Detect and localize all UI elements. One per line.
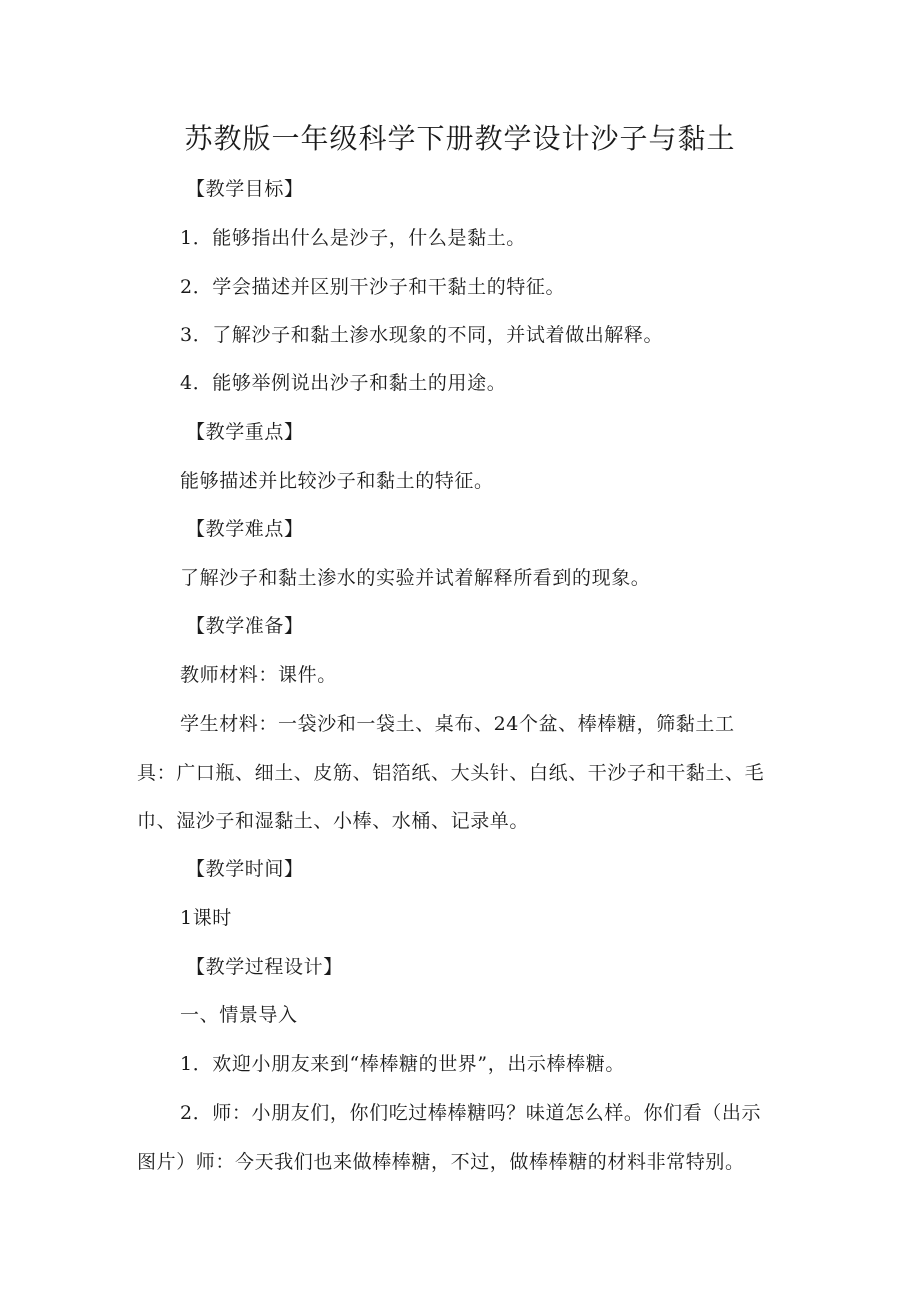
student-materials-line: 具：广口瓶、细土、皮筋、铝箔纸、大头针、白纸、干沙子和干黏土、毛 bbox=[137, 762, 765, 784]
document-title: 苏教版一年级科学下册教学设计沙子与黏土 bbox=[184, 122, 736, 155]
preparation-heading: 【教学准备】 bbox=[186, 615, 304, 637]
process-heading: 【教学过程设计】 bbox=[186, 956, 343, 978]
difficulty-text: 了解沙子和黏土渗水的实验并试着解释所看到的现象。 bbox=[180, 567, 651, 589]
student-materials-line: 巾、湿沙子和湿黏土、小棒、水桶、记录单。 bbox=[137, 810, 530, 832]
key-points-text: 能够描述并比较沙子和黏土的特征。 bbox=[180, 470, 494, 492]
difficulty-heading: 【教学难点】 bbox=[186, 518, 304, 540]
step-item-continued: 图片）师：今天我们也来做棒棒糖，不过，做棒棒糖的材料非常特别。 bbox=[137, 1151, 745, 1173]
section-heading: 一、情景导入 bbox=[180, 1004, 298, 1026]
objective-item: 1．能够指出什么是沙子，什么是黏土。 bbox=[180, 227, 526, 249]
objectives-heading: 【教学目标】 bbox=[186, 178, 304, 200]
objective-item: 3．了解沙子和黏土渗水现象的不同，并试着做出解释。 bbox=[180, 324, 664, 346]
step-item: 2．师：小朋友们，你们吃过棒棒糖吗？味道怎么样。你们看（出示 bbox=[180, 1102, 762, 1124]
key-points-heading: 【教学重点】 bbox=[186, 421, 304, 443]
student-materials-line: 学生材料：一袋沙和一袋土、桌布、24个盆、棒棒糖，筛黏土工 bbox=[180, 713, 735, 735]
objective-item: 2．学会描述并区别干沙子和干黏土的特征。 bbox=[180, 276, 566, 298]
objective-item: 4．能够举例说出沙子和黏土的用途。 bbox=[180, 372, 507, 394]
time-heading: 【教学时间】 bbox=[186, 858, 304, 880]
step-item: 1．欢迎小朋友来到“棒棒糖的世界”，出示棒棒糖。 bbox=[180, 1053, 625, 1075]
time-text: 1课时 bbox=[180, 907, 232, 929]
teacher-materials: 教师材料：课件。 bbox=[180, 664, 337, 686]
